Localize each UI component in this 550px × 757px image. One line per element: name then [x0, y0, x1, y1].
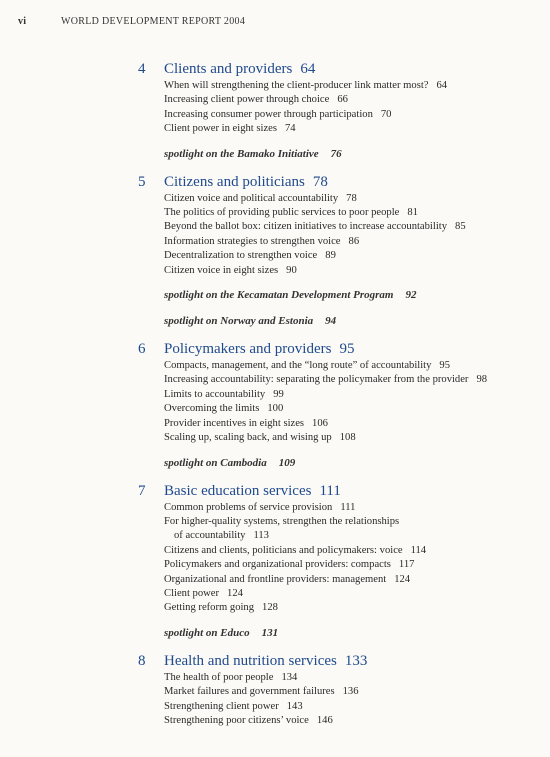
- toc-entry[interactable]: [164, 544, 538, 558]
- entry-title: Increasing accountability: separating the policymaker from the provider: [164, 374, 469, 386]
- chapter-8: [138, 652, 538, 729]
- toc-entry[interactable]: [164, 192, 538, 206]
- chapter-title: Citizens and politicians: [164, 173, 305, 190]
- section-list: [164, 501, 538, 616]
- toc-entry[interactable]: [164, 402, 538, 416]
- entry-title: Increasing consumer power through participation: [164, 108, 373, 120]
- chapter-title: Health and nutrition services: [164, 652, 337, 669]
- chapter-number: 6: [138, 341, 146, 358]
- chapter-title: Basic education services: [164, 482, 312, 499]
- entry-title: Citizen voice and political accountability: [164, 192, 339, 204]
- entry-page: 117: [398, 559, 415, 571]
- toc-entry[interactable]: [164, 671, 538, 685]
- entry-title-continued: [164, 529, 474, 543]
- chapter-number: 4: [138, 61, 146, 77]
- toc-entry[interactable]: [164, 79, 538, 93]
- entry-page: 100: [267, 403, 284, 415]
- entry-title: Limits to accountability: [164, 388, 266, 400]
- entry-page: 86: [348, 235, 360, 247]
- toc-entry[interactable]: [164, 373, 538, 387]
- entry-page: 98: [476, 374, 488, 386]
- chapter-4: [138, 60, 538, 161]
- spotlight-entry[interactable]: [164, 288, 538, 302]
- entry-title: The health of poor people: [164, 671, 274, 683]
- entry-page: 128: [262, 602, 278, 614]
- entry-page: 81: [407, 207, 418, 219]
- entry-page: 64: [436, 80, 448, 91]
- spotlight-entry[interactable]: [164, 456, 538, 470]
- entry-title: Market failures and government failures: [164, 686, 335, 698]
- chapter-title: Policymakers and providers: [164, 341, 332, 358]
- entry-page: 136: [342, 686, 359, 698]
- entry-title: Provider incentives in eight sizes: [164, 417, 305, 429]
- page-folio: vi: [18, 16, 27, 27]
- entry-title: Citizens and clients, politicians and policymakers: voice: [164, 544, 403, 556]
- toc-entry[interactable]: [164, 685, 538, 699]
- entry-page: 124: [227, 587, 243, 599]
- toc-entry[interactable]: [164, 714, 538, 728]
- table-of-contents: [138, 60, 538, 738]
- chapter-page: 95: [339, 341, 355, 358]
- section-list: [164, 671, 538, 729]
- chapter-number: 7: [138, 482, 146, 499]
- entry-title: When will strengthening the client-producer link matter most?: [164, 80, 429, 91]
- spotlight-title: spotlight on Norway and Estonia: [164, 315, 314, 328]
- spotlight-page: 131: [261, 626, 279, 639]
- chapter-7: [138, 482, 538, 640]
- entry-page: 146: [316, 714, 333, 726]
- entry-title: For higher-quality systems, strengthen the relationships: [164, 515, 400, 527]
- toc-entry[interactable]: [164, 122, 538, 136]
- toc-entry[interactable]: [164, 431, 538, 445]
- entry-page: 99: [273, 388, 284, 400]
- entry-title-continued-text: of accountability: [174, 530, 246, 542]
- entry-page: 108: [339, 432, 356, 444]
- entry-title: Client power: [164, 587, 220, 599]
- entry-page: 70: [380, 108, 392, 120]
- chapter-title: Clients and providers: [164, 61, 293, 77]
- chapter-heading[interactable]: [138, 173, 538, 192]
- entry-page: 114: [410, 544, 427, 556]
- toc-entry[interactable]: [164, 220, 538, 234]
- spotlight-title: spotlight on Cambodia: [164, 456, 267, 469]
- toc-entry[interactable]: [164, 417, 538, 431]
- toc-entry[interactable]: [164, 235, 538, 249]
- toc-entry[interactable]: [164, 108, 538, 122]
- entry-title: Citizen voice in eight sizes: [164, 264, 279, 276]
- spotlight-title: spotlight on the Bamako Initiative: [164, 147, 319, 160]
- entry-title: Information strategies to strengthen voice: [164, 235, 341, 247]
- spotlight-page: 92: [405, 289, 417, 302]
- entry-page: 74: [284, 123, 296, 135]
- chapter-number: 8: [138, 652, 146, 669]
- entry-page: 66: [337, 94, 348, 106]
- toc-entry[interactable]: [164, 93, 538, 107]
- spotlight-title: spotlight on the Kecamatan Development Program: [164, 289, 394, 302]
- entry-title: The politics of providing public services to poor people: [164, 207, 400, 219]
- toc-entry[interactable]: [164, 264, 538, 278]
- spotlight-page: 76: [330, 147, 342, 160]
- spotlight-entry[interactable]: [164, 147, 538, 161]
- chapter-page: 133: [344, 652, 368, 669]
- entry-page: 134: [281, 671, 298, 683]
- entry-title: Policymakers and organizational providers: compacts: [164, 559, 391, 571]
- spotlight-title: spotlight on Educo: [164, 626, 250, 639]
- entry-title: Overcoming the limits: [164, 403, 260, 415]
- toc-entry[interactable]: [164, 587, 538, 601]
- toc-entry[interactable]: [164, 388, 538, 402]
- entry-page: 78: [346, 192, 357, 204]
- chapter-5: [138, 173, 538, 328]
- toc-entry[interactable]: [164, 558, 538, 572]
- chapter-number: 5: [138, 173, 146, 190]
- entry-page: 143: [286, 700, 303, 712]
- entry-page: 106: [312, 417, 328, 429]
- section-list: [164, 79, 538, 137]
- running-header: [18, 16, 245, 27]
- chapter-page: 78: [312, 173, 328, 190]
- entry-page: 111: [340, 501, 356, 513]
- entry-title: Strengthening client power: [164, 700, 279, 712]
- entry-page: 89: [325, 250, 336, 262]
- section-list: [164, 192, 538, 278]
- toc-entry[interactable]: [164, 206, 538, 220]
- entry-title: Decentralization to strengthen voice: [164, 250, 318, 262]
- chapter-page: 64: [300, 61, 316, 77]
- spotlight-entry[interactable]: [164, 314, 538, 328]
- entry-title: Getting reform going: [164, 602, 255, 614]
- spotlight-page: 109: [278, 456, 296, 469]
- chapter-heading[interactable]: [138, 340, 538, 359]
- entry-page: 113: [253, 530, 269, 542]
- entry-title: Client power in eight sizes: [164, 123, 277, 135]
- entry-title: Strengthening poor citizens’ voice: [164, 714, 309, 726]
- toc-entry[interactable]: [164, 573, 538, 587]
- entry-title: Common problems of service provision: [164, 501, 333, 513]
- chapter-page: 111: [319, 482, 341, 499]
- section-list: [164, 359, 538, 445]
- entry-page: 124: [394, 573, 411, 585]
- entry-page: 85: [455, 221, 466, 233]
- entry-title: Compacts, management, and the “long route” of accountability: [164, 360, 432, 372]
- chapter-heading[interactable]: [138, 60, 538, 79]
- chapter-heading[interactable]: [138, 652, 538, 671]
- entry-page: 90: [286, 264, 297, 276]
- toc-entry[interactable]: [164, 249, 538, 263]
- entry-title: Organizational and frontline providers: management: [164, 573, 387, 585]
- spotlight-page: 94: [325, 315, 337, 328]
- toc-entry[interactable]: [164, 359, 538, 373]
- toc-entry[interactable]: [164, 501, 538, 515]
- spotlight-entry[interactable]: [164, 626, 538, 640]
- toc-entry[interactable]: [164, 700, 538, 714]
- report-title: WORLD DEVELOPMENT REPORT 2004: [61, 16, 246, 27]
- chapter-heading[interactable]: [138, 482, 538, 501]
- toc-entry[interactable]: [164, 515, 474, 544]
- entry-title: Increasing client power through choice: [164, 94, 330, 106]
- toc-entry[interactable]: [164, 601, 538, 615]
- entry-title: Scaling up, scaling back, and wising up: [164, 432, 332, 444]
- entry-page: 95: [439, 360, 450, 372]
- chapter-6: [138, 340, 538, 469]
- entry-title: Beyond the ballot box: citizen initiatives to increase accountability: [164, 221, 448, 233]
